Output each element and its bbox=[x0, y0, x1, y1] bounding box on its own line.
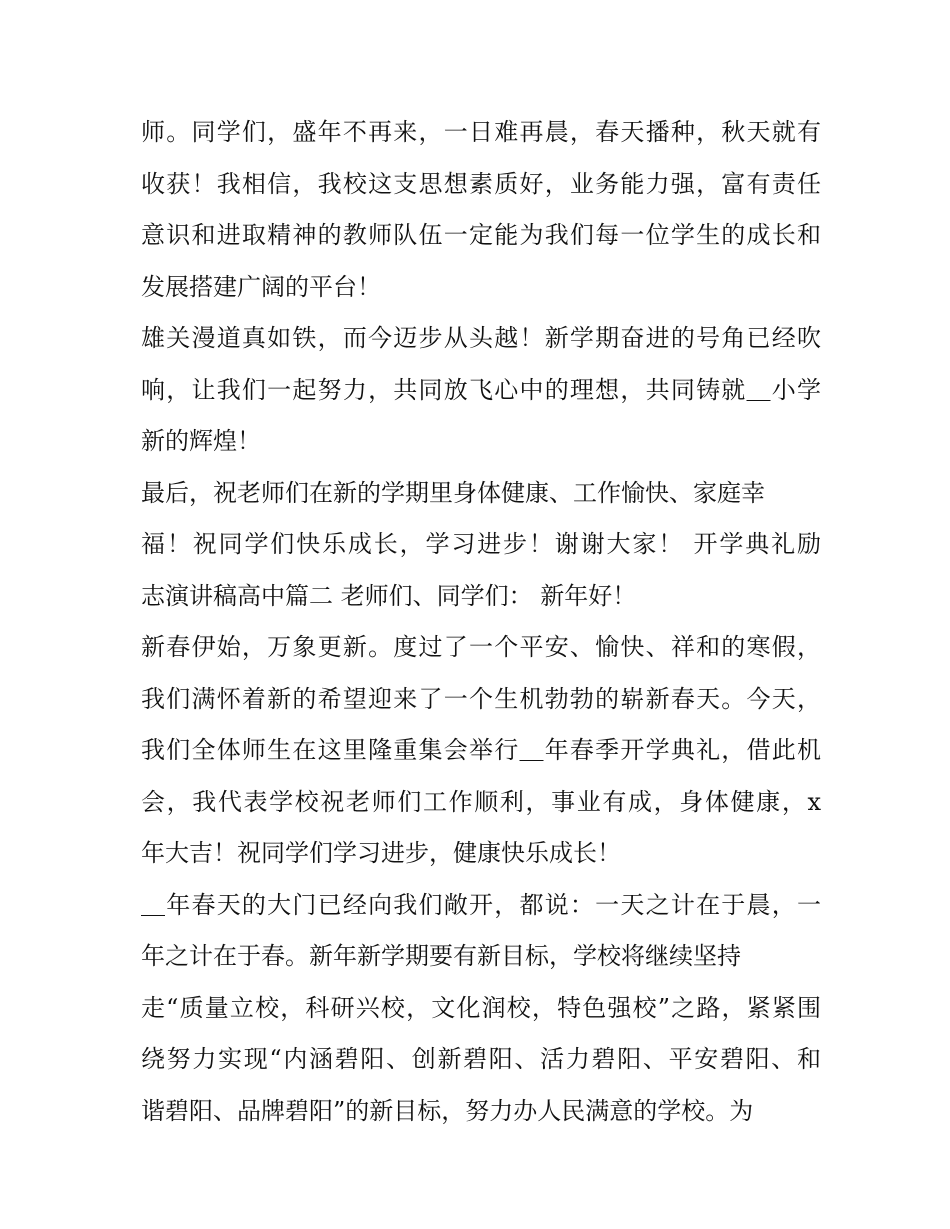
text-line: 绕努力实现“内涵碧阳、创新碧阳、活力碧阳、平安碧阳、和 bbox=[141, 1045, 821, 1073]
text-line: 新春伊始，万象更新。度过了一个平安、愉快、祥和的寒假， bbox=[141, 633, 821, 661]
text-line: 福！祝同学们快乐成长，学习进步！谢谢大家！ 开学典礼励 bbox=[141, 530, 821, 558]
document-body bbox=[141, 107, 821, 1137]
text-line: 意识和进取精神的教师队伍一定能为我们每一位学生的成长和 bbox=[141, 221, 821, 249]
text-line: ＿年春天的大门已经向我们敞开，都说：一天之计在于晨，一 bbox=[141, 890, 821, 919]
text-line: 我们满怀着新的希望迎来了一个生机勃勃的崭新春天。今天， bbox=[141, 684, 821, 713]
text-line: 年之计在于春。新年新学期要有新目标，学校将继续坚持 bbox=[141, 942, 741, 970]
text-line: 年大吉！祝同学们学习进步，健康快乐成长！ bbox=[141, 839, 621, 867]
text-line: 谐碧阳、品牌碧阳”的新目标，努力办人民满意的学校。为 bbox=[141, 1096, 754, 1125]
text-line: 响，让我们一起努力，共同放飞心中的理想，共同铸就＿小学 bbox=[141, 375, 821, 404]
text-line: 发展搭建广阔的平台！ bbox=[141, 272, 381, 301]
text-line: 最后，祝老师们在新的学期里身体健康、工作愉快、家庭幸 bbox=[141, 478, 765, 507]
text-line: 收获！我相信，我校这支思想素质好，业务能力强，富有责任 bbox=[141, 169, 821, 198]
text-line: 我们全体师生在这里隆重集会举行＿年春季开学典礼，借此机 bbox=[141, 736, 821, 764]
text-line: 雄关漫道真如铁，而今迈步从头越！新学期奋进的号角已经吹 bbox=[141, 324, 821, 352]
text-line: 走“质量立校，科研兴校，文化润校，特色强校”之路，紧紧围 bbox=[141, 993, 821, 1022]
text-line: 师。同学们，盛年不再来，一日难再晨，春天播种，秋天就有 bbox=[141, 118, 821, 146]
text-line: 会，我代表学校祝老师们工作顺利，事业有成，身体健康，x bbox=[141, 787, 821, 816]
text-line: 新的辉煌！ bbox=[141, 427, 261, 455]
text-line: 志演讲稿高中篇二 老师们、同学们： 新年好！ bbox=[141, 581, 637, 610]
